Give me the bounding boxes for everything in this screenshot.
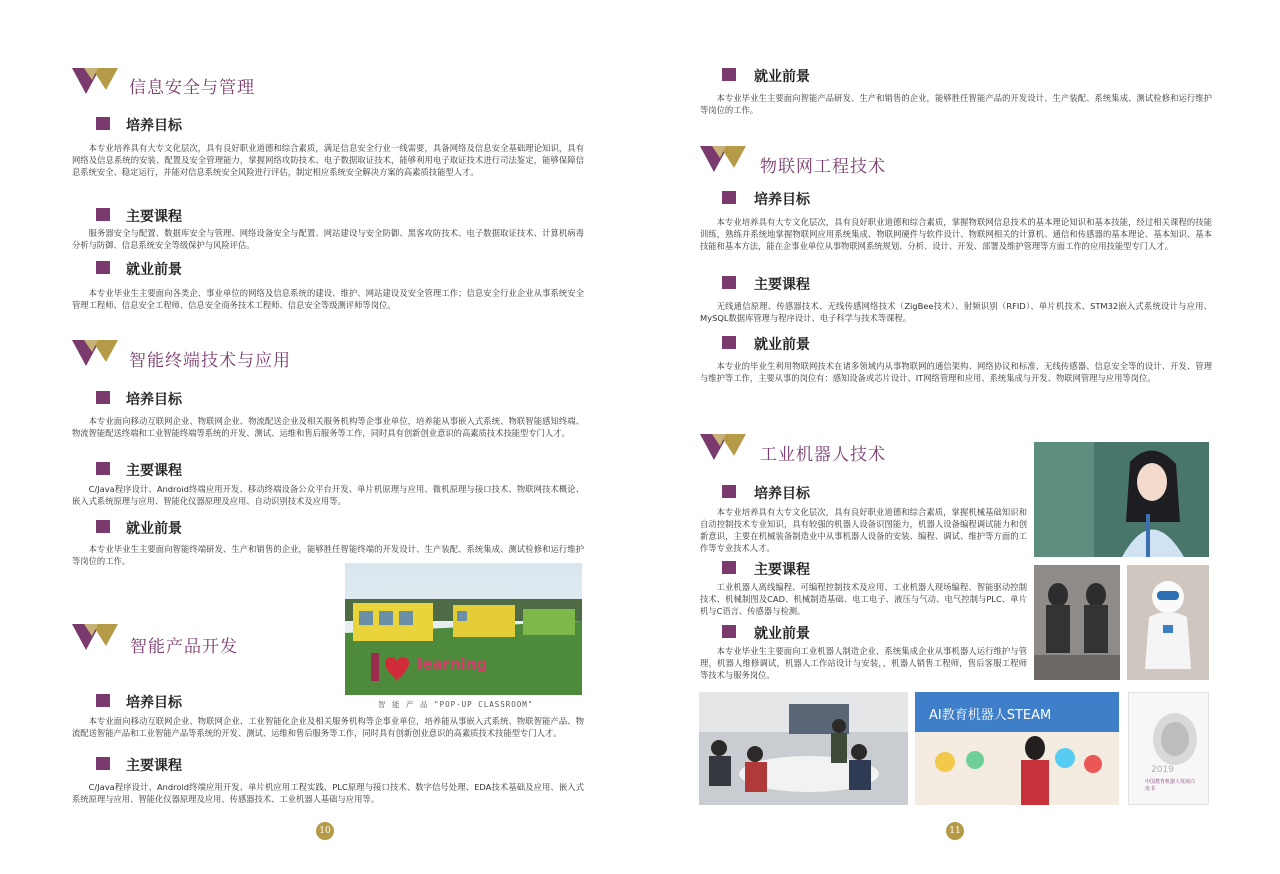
subheading-courses: 主要课程 <box>754 277 810 293</box>
subheading-jobs: 就业前景 <box>126 521 182 537</box>
photo-robot-figures <box>1034 565 1120 680</box>
bullet-square-icon <box>96 462 110 475</box>
paragraph-jobs: 本专业的毕业生利用物联网技术在诸多领域内从事物联网的通信架构、网络协议和标准、无线传感器、信息安全等的设计、开发、管理与维护等工作，主要从事的岗位有：感知设备或芯片设计、IT网络管理和应用、系统集成与开发、物联网管理与应用等岗位。 <box>700 361 1212 383</box>
subheading-courses: 主要课程 <box>754 562 810 578</box>
paragraph-courses: C/Java程序设计、Android终端应用开发、单片机应用工程实践、PLC原理与接口技术、数字信号处理、EDA技术基础及应用、嵌入式系统原理与应用、智能化仪器原理及应用、传感器技术、工业机器人基础与应用等。 <box>72 782 584 804</box>
paragraph-goal: 本专业面向移动互联网企业、物联网企业、工业智能化企业及相关服务机构等企事业单位，培养能从事嵌入式系统、物联智能产品、物流配送智能产品和工业智能产品等系统的开发、测试、运维和售后服务等工作，同时具有创新创业意识的高素质技术技能型专门人才。 <box>72 716 584 738</box>
photo-humanoid-robot <box>1034 442 1209 557</box>
bullet-square-icon <box>96 520 110 533</box>
page-number-right: 11 <box>946 822 964 840</box>
bullet-square-icon <box>96 261 110 274</box>
bullet-square-icon <box>722 276 736 289</box>
banner-text: AI教育机器人STEAM <box>929 708 1052 723</box>
bullet-square-icon <box>722 485 736 498</box>
section-title-product: 智能产品开发 <box>130 637 238 657</box>
paragraph-jobs: 本专业毕业生主要面向各类企、事业单位的网络及信息系统的建设、维护、网站建设及安全管理工作；信息安全行业企业从事系统安全管理工程师、信息安全工程师、信息安全商务技术工程师、信息安全等级测评师等岗位。 <box>72 288 584 310</box>
bullet-square-icon <box>722 561 736 574</box>
subheading-jobs: 就业前景 <box>754 337 810 353</box>
bullet-square-icon <box>722 68 736 81</box>
bullet-square-icon <box>96 117 110 130</box>
bullet-square-icon <box>96 757 110 770</box>
section-marker-icon <box>700 434 760 464</box>
section-title-robot: 工业机器人技术 <box>760 445 886 465</box>
photo-caption: 智 能 产 品 "POP-UP CLASSROOM" <box>378 700 534 709</box>
bullet-square-icon <box>96 208 110 221</box>
subheading-jobs: 就业前景 <box>126 262 182 278</box>
book-year: 2019 <box>1151 765 1174 775</box>
bullet-square-icon <box>722 625 736 638</box>
photo-ai-robot-steam <box>915 692 1119 805</box>
photo-sign-text: learning <box>417 655 488 673</box>
bullet-square-icon <box>96 694 110 707</box>
subheading-goal: 培养目标 <box>126 392 182 408</box>
book-title: 中国教育机器人发展白皮书 <box>1145 779 1196 792</box>
page-number-left: 10 <box>316 822 334 840</box>
section-title-iot: 物联网工程技术 <box>760 157 886 177</box>
subheading-courses: 主要课程 <box>126 209 182 225</box>
paragraph-goal: 本专业面向移动互联网企业、物联网企业、物流配送企业及相关服务机构等企事业单位，培养能从事嵌入式系统、物联智能感知终端、物流智能配送终端和工业智能终端等系统的开发、测试、运维和售后服务等工作，同时具有创新创业意识的高素质技术技能型专门人才。 <box>72 416 584 438</box>
bullet-square-icon <box>722 191 736 204</box>
subheading-courses: 主要课程 <box>126 758 182 774</box>
photo-popup-classroom <box>345 563 582 695</box>
paragraph-jobs: 本专业毕业生主要面向智能终端研发、生产和销售的企业，能够胜任智能终端的开发设计、生产装配、系统集成、测试检修和运行维护等岗位的工作。 <box>72 544 584 566</box>
paragraph-goal: 本专业培养具有大专文化层次，具有良好职业道德和综合素质，掌握机械基础知识和自动控制技术专业知识，具有较强的机器人设备识图能力，机器人设备编程调试能力和创新意识，主要在机械装备制造业中从事机器人设备的安装、编程、调试、维护等方面的工作等专业技术人才。 <box>700 507 1027 553</box>
paragraph-courses: 无线通信原理、传感器技术、无线传感网络技术（ZigBee技术）、射频识别（RFID）、单片机技术、STM32嵌入式系统设计与应用、MySQL数据库管理与程序设计、电子科学与技术等课程。 <box>700 301 1212 323</box>
photo-service-robot <box>1127 565 1209 680</box>
subheading-courses: 主要课程 <box>126 463 182 479</box>
paragraph-goal: 本专业培养具有大专文化层次，具有良好职业道德和综合素质，掌握物联网信息技术的基本理论知识和基本技能，经过相关课程的技能训练，熟练并系统地掌握物联网应用系统集成、物联网硬件与软件设计、物联网相关的计算机、通信和传感器的基本理论、基本知识、基本技能和基本方法，能在企事业单位从事物联网系统规划、分析、设计、开发、部署及维护管理等方面工作的应用技能型专门人才。 <box>700 217 1212 251</box>
paragraph-courses: 工业机器人离线编程、可编程控制技术及应用、工业机器人现场编程、智能驱动控制技术、机械制图及CAD、机械制造基础、电工电子、液压与气动、电气控制与PLC、单片机与C语言、传感器与检测。 <box>700 582 1027 616</box>
section-marker-icon <box>72 624 132 654</box>
paragraph-courses: C/Java程序设计、Android终端应用开发、移动终端设备公众平台开发、单片机原理与应用、微机原理与接口技术、物联网技术概论、嵌入式系统原理与应用、智能化仪器原理及应用、自动识别技术及应用等。 <box>72 484 584 506</box>
section-title-info-security: 信息安全与管理 <box>129 78 255 98</box>
photo-whitepaper-cover <box>1128 692 1209 805</box>
subheading-jobs: 就业前景 <box>754 69 810 85</box>
section-title-terminal: 智能终端技术与应用 <box>129 351 291 371</box>
section-marker-icon <box>72 68 132 98</box>
subheading-goal: 培养目标 <box>754 486 810 502</box>
section-marker-icon <box>700 146 760 176</box>
bullet-square-icon <box>722 336 736 349</box>
subheading-goal: 培养目标 <box>126 695 182 711</box>
bullet-square-icon <box>96 391 110 404</box>
section-marker-icon <box>72 340 132 370</box>
subheading-jobs: 就业前景 <box>754 626 810 642</box>
paragraph-courses: 服务器安全与配置、数据库安全与管理、网络设备安全与配置、网站建设与安全防御、黑客攻防技术、电子数据取证技术、计算机病毒分析与防御、信息系统安全等级保护与风险评估。 <box>72 228 584 250</box>
paragraph-jobs: 本专业毕业生主要面向工业机器人制造企业、系统集成企业从事机器人运行维护与管理，机器人维修调试，机器人工作站设计与安装，，机器人销售工程师，售后客服工程师等技术与服务岗位。 <box>700 646 1027 680</box>
subheading-goal: 培养目标 <box>126 118 182 134</box>
paragraph-goal: 本专业培养具有大专文化层次，具有良好职业道德和综合素质，满足信息安全行业一线需要，具备网络及信息安全基础理论知识，具有网络及信息系统的安装、配置及安全管理能力，掌握网络攻防技术、电子数据取证技术，能够利用电子取证技术进行司法鉴定，能够保障信息系统安全、稳定运行，并能对信息系统安全风险进行评估，制定相应系统安全解决方案的高素质技能型人才。 <box>72 143 584 177</box>
subheading-goal: 培养目标 <box>754 192 810 208</box>
paragraph-jobs: 本专业毕业生主要面向智能产品研发、生产和销售的企业，能够胜任智能产品的开发设计、生产装配、系统集成、测试检修和运行维护等岗位的工作。 <box>700 93 1212 115</box>
photo-classroom-students <box>699 692 908 805</box>
